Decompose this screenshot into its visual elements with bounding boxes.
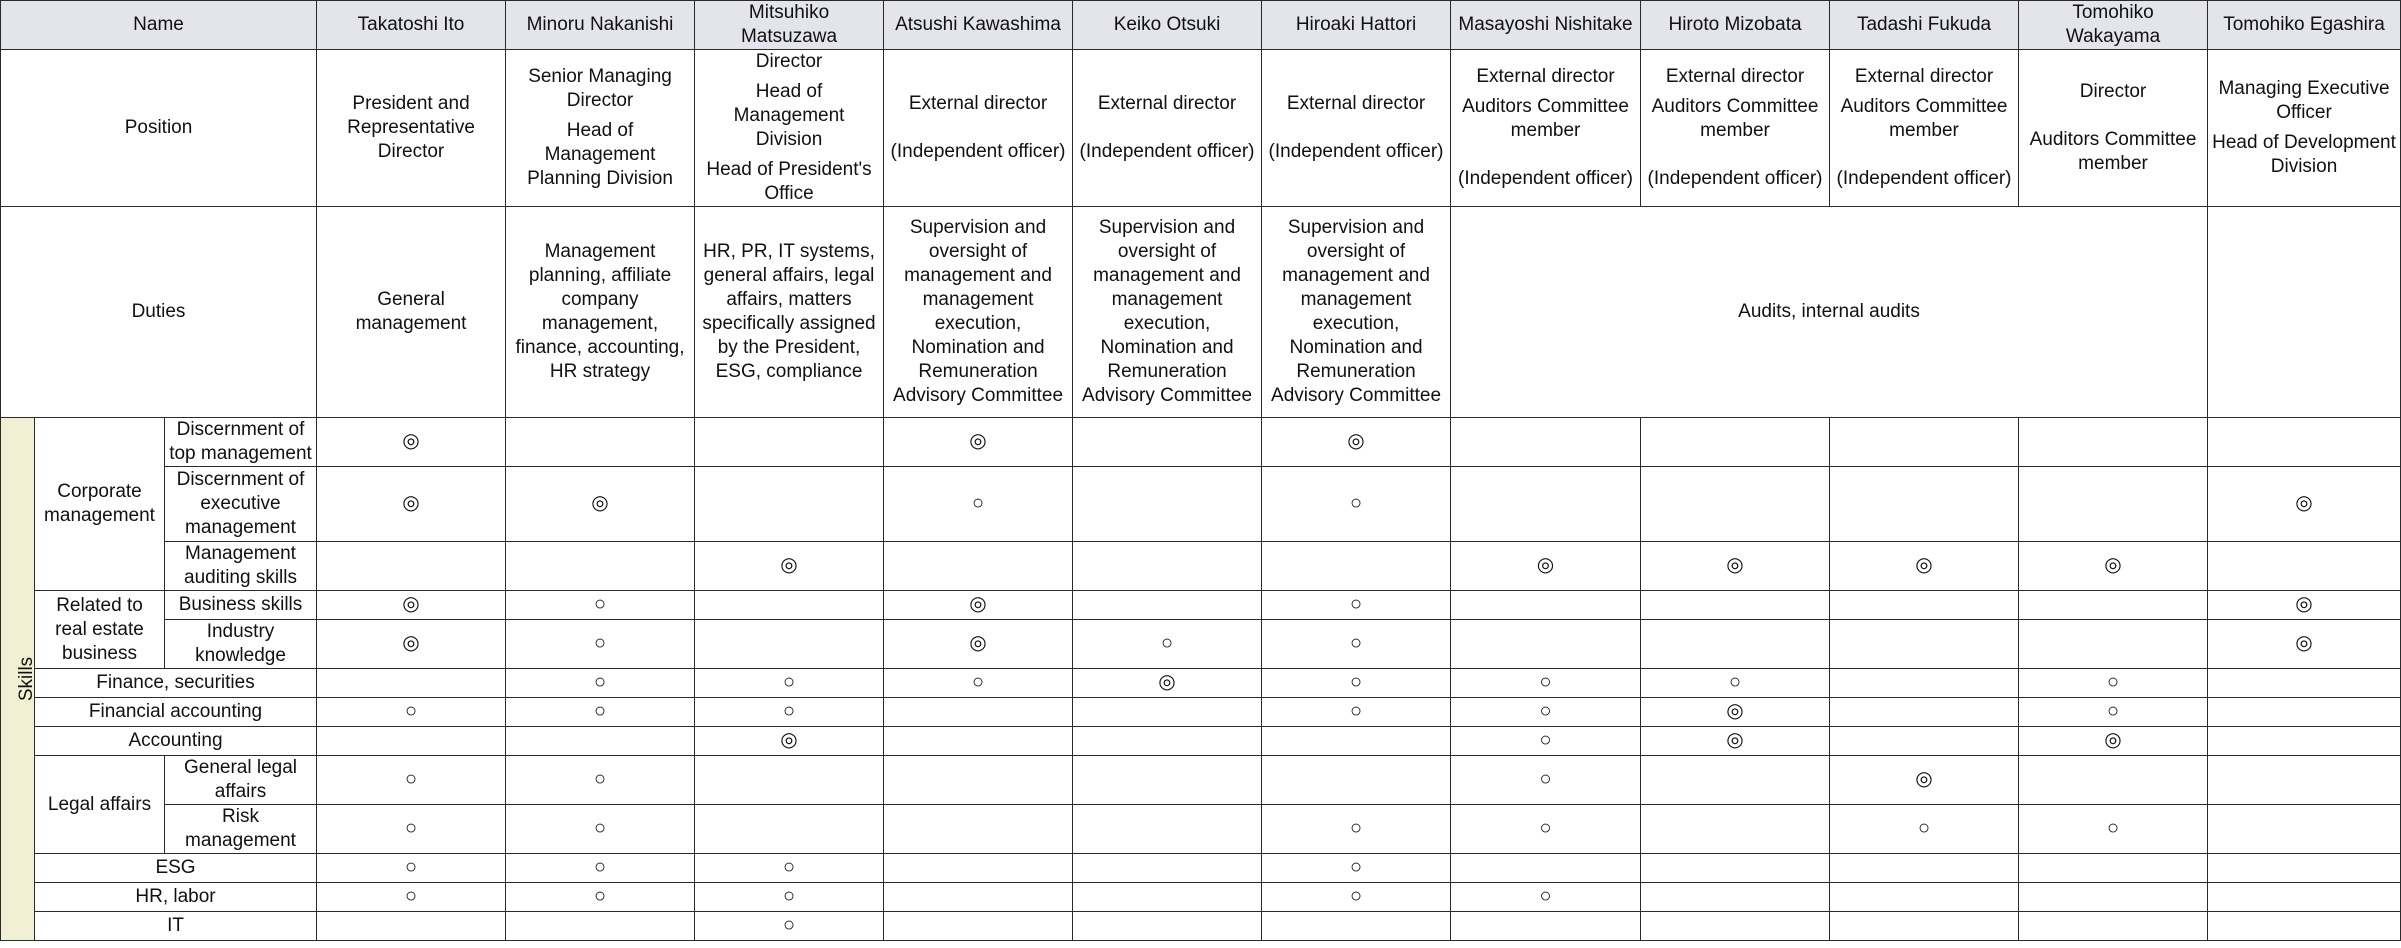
position-line: External director <box>1854 66 1994 87</box>
skill-label: General legal affairs <box>165 756 317 805</box>
skill-mark-cell <box>1451 883 1641 912</box>
skill-mark-cell <box>1641 912 1830 941</box>
position-line: Senior Managing Director <box>528 66 672 111</box>
skill-row <box>1 912 2401 941</box>
circle-mark: ○ <box>782 700 796 722</box>
skill-mark-cell <box>2019 883 2208 912</box>
skill-row <box>1 854 2401 883</box>
double-circle-mark: ◎ <box>969 593 987 615</box>
skill-mark-cell <box>1262 912 1451 941</box>
skill-mark-cell <box>1451 620 1641 669</box>
double-circle-mark: ◎ <box>591 492 609 514</box>
duties-cell <box>2208 207 2401 418</box>
duties-header: Duties <box>1 207 317 418</box>
skill-mark-cell <box>317 620 506 669</box>
double-circle-mark: ◎ <box>780 729 798 751</box>
director-name: Mitsuhiko Matsuzawa <box>695 1 884 50</box>
skill-mark-cell <box>2208 669 2401 698</box>
skill-mark-cell <box>1830 591 2019 620</box>
circle-mark: ○ <box>1349 593 1363 615</box>
skill-mark-cell <box>2019 542 2208 591</box>
skill-mark-cell <box>1641 698 1830 727</box>
circle-mark: ○ <box>1349 856 1363 878</box>
double-circle-mark: ◎ <box>969 632 987 654</box>
circle-mark: ○ <box>1349 671 1363 693</box>
skill-mark-cell <box>506 854 695 883</box>
position-line: Managing Executive Officer <box>2218 78 2390 123</box>
skill-mark-cell <box>2019 854 2208 883</box>
director-name: Hiroaki Hattori <box>1262 1 1451 50</box>
skill-mark-cell <box>317 542 506 591</box>
position-line: External director <box>1286 93 1426 114</box>
circle-mark: ○ <box>1349 885 1363 907</box>
skill-mark-cell <box>1641 591 1830 620</box>
skill-group-real-estate: Related to real estate business <box>35 591 165 669</box>
position-cell <box>1262 50 1451 207</box>
position-cell <box>1830 50 2019 207</box>
position-line: Auditors Committee member <box>2029 129 2197 174</box>
skill-mark-cell <box>1262 883 1451 912</box>
circle-mark: ○ <box>1728 671 1742 693</box>
circle-mark: ○ <box>2106 700 2120 722</box>
skill-mark-cell <box>1830 467 2019 542</box>
position-line: External director <box>1665 66 1805 87</box>
skill-mark-cell <box>695 727 884 756</box>
circle-mark: ○ <box>593 817 607 839</box>
director-name: Tomohiko Wakayama <box>2019 1 2208 50</box>
skill-mark-cell <box>317 912 506 941</box>
position-line: (Independent officer) <box>1458 168 1634 189</box>
skill-label: Finance, securities <box>35 669 317 698</box>
skill-mark-cell <box>884 669 1073 698</box>
director-name: Minoru Nakanishi <box>506 1 695 50</box>
skill-mark-cell <box>1830 912 2019 941</box>
skill-mark-cell <box>1262 698 1451 727</box>
skill-mark-cell <box>1073 591 1262 620</box>
double-circle-mark: ◎ <box>402 593 420 615</box>
duties-cell: Supervision and oversight of management and management execution, Nomination and Remuneration Advisory Committee <box>884 207 1073 418</box>
skill-mark-cell <box>2208 542 2401 591</box>
skill-mark-cell <box>2019 591 2208 620</box>
position-line: President and Representative Director <box>347 93 475 162</box>
position-header: Position <box>1 50 317 207</box>
circle-mark: ○ <box>593 885 607 907</box>
skill-mark-cell <box>1641 727 1830 756</box>
skill-mark-cell <box>1262 854 1451 883</box>
skill-mark-cell <box>506 756 695 805</box>
skill-label: Management auditing skills <box>165 542 317 591</box>
skill-mark-cell <box>506 805 695 854</box>
skill-mark-cell <box>1073 854 1262 883</box>
position-line: Auditors Committee member <box>1840 96 2008 141</box>
skill-row <box>1 620 2401 669</box>
position-cell <box>884 50 1073 207</box>
skill-mark-cell <box>2019 467 2208 542</box>
position-cell <box>1641 50 1830 207</box>
circle-mark: ○ <box>1539 768 1552 790</box>
skill-mark-cell <box>884 883 1073 912</box>
skill-label: Industry knowledge <box>165 620 317 669</box>
director-name: Tadashi Fukuda <box>1830 1 2019 50</box>
position-cell <box>1073 50 1262 207</box>
skill-mark-cell <box>2019 669 2208 698</box>
position-cell <box>2208 50 2401 207</box>
position-line: (Independent officer) <box>1836 168 2012 189</box>
skill-mark-cell <box>2019 727 2208 756</box>
skill-mark-cell <box>695 698 884 727</box>
double-circle-mark: ◎ <box>402 492 420 514</box>
position-cell <box>695 50 884 207</box>
skill-mark-cell <box>2208 418 2401 467</box>
skill-mark-cell <box>1451 418 1641 467</box>
double-circle-mark: ◎ <box>969 430 987 452</box>
circle-mark: ○ <box>593 768 607 790</box>
skill-mark-cell <box>1641 620 1830 669</box>
skill-mark-cell <box>884 698 1073 727</box>
circle-mark: ○ <box>1539 817 1552 839</box>
position-line: Head of Management Planning Division <box>527 120 673 189</box>
skill-row <box>1 467 2401 542</box>
skill-mark-cell <box>695 620 884 669</box>
position-line: Director <box>755 51 823 72</box>
skill-mark-cell <box>2019 805 2208 854</box>
director-name: Hiroto Mizobata <box>1641 1 1830 50</box>
skill-label: IT <box>35 912 317 941</box>
circle-mark: ○ <box>1539 885 1552 907</box>
name-header: Name <box>1 1 317 50</box>
skill-mark-cell <box>695 467 884 542</box>
skill-mark-cell <box>1073 756 1262 805</box>
double-circle-mark: ◎ <box>1915 768 1933 790</box>
skill-mark-cell <box>2208 854 2401 883</box>
skill-mark-cell <box>506 669 695 698</box>
skill-mark-cell <box>884 756 1073 805</box>
skill-mark-cell <box>2019 912 2208 941</box>
position-line: External director <box>1476 66 1615 87</box>
skill-mark-cell <box>884 620 1073 669</box>
skill-mark-cell <box>884 805 1073 854</box>
skill-mark-cell <box>1641 418 1830 467</box>
skill-mark-cell <box>1073 805 1262 854</box>
skill-row <box>1 669 2401 698</box>
duties-cell: HR, PR, IT systems, general affairs, legal affairs, matters specifically assigned by the President, ESG, compliance <box>695 207 884 418</box>
skill-row <box>1 591 2401 620</box>
double-circle-mark: ◎ <box>1158 671 1176 693</box>
name-row <box>1 1 2401 50</box>
skill-mark-cell <box>1073 669 1262 698</box>
skill-mark-cell <box>884 591 1073 620</box>
skill-group-legal: Legal affairs <box>35 756 165 854</box>
skill-mark-cell <box>695 756 884 805</box>
skill-mark-cell <box>1451 805 1641 854</box>
double-circle-mark: ◎ <box>1347 430 1365 452</box>
skill-mark-cell <box>1073 912 1262 941</box>
skill-row <box>1 542 2401 591</box>
skill-mark-cell <box>506 912 695 941</box>
position-line: Auditors Committee member <box>1462 96 1629 141</box>
circle-mark: ○ <box>1349 492 1363 514</box>
skill-mark-cell <box>1451 591 1641 620</box>
position-cell <box>1451 50 1641 207</box>
skill-mark-cell <box>1830 727 2019 756</box>
skill-mark-cell <box>317 698 506 727</box>
skill-mark-cell <box>2019 698 2208 727</box>
skill-mark-cell <box>2019 620 2208 669</box>
circle-mark: ○ <box>593 856 607 878</box>
skill-mark-cell <box>1451 854 1641 883</box>
skill-mark-cell <box>1073 542 1262 591</box>
skill-mark-cell <box>695 883 884 912</box>
skill-mark-cell <box>1641 542 1830 591</box>
director-name: Tomohiko Egashira <box>2208 1 2401 50</box>
double-circle-mark: ◎ <box>1536 554 1555 576</box>
double-circle-mark: ◎ <box>2104 729 2122 751</box>
skill-mark-cell <box>1262 591 1451 620</box>
position-line: Head of President's Office <box>706 159 872 204</box>
skill-mark-cell <box>2208 620 2401 669</box>
skill-mark-cell <box>695 805 884 854</box>
skill-mark-cell <box>2208 805 2401 854</box>
director-name: Masayoshi Nishitake <box>1451 1 1641 50</box>
skill-mark-cell <box>1830 669 2019 698</box>
skill-mark-cell <box>317 756 506 805</box>
skill-row <box>1 418 2401 467</box>
double-circle-mark: ◎ <box>1726 729 1744 751</box>
circle-mark: ○ <box>1349 817 1363 839</box>
skill-mark-cell <box>1830 805 2019 854</box>
skill-mark-cell <box>884 542 1073 591</box>
skill-mark-cell <box>2208 883 2401 912</box>
skill-mark-cell <box>1830 418 2019 467</box>
skill-mark-cell <box>2019 756 2208 805</box>
skill-mark-cell <box>1262 418 1451 467</box>
skill-label: Financial accounting <box>35 698 317 727</box>
circle-mark: ○ <box>593 593 607 615</box>
skill-mark-cell <box>1451 467 1641 542</box>
skill-mark-cell <box>1830 542 2019 591</box>
skill-group-corporate: Corporate management <box>35 418 165 591</box>
duties-cell: Management planning, affiliate company management, finance, accounting, HR strategy <box>506 207 695 418</box>
skill-mark-cell <box>1830 756 2019 805</box>
circle-mark: ○ <box>404 856 418 878</box>
circle-mark: ○ <box>593 632 607 654</box>
skill-mark-cell <box>1830 854 2019 883</box>
skills-category: Skills <box>1 418 35 941</box>
skill-mark-cell <box>506 542 695 591</box>
skill-mark-cell <box>1262 805 1451 854</box>
skill-mark-cell <box>1262 467 1451 542</box>
circle-mark: ○ <box>2106 817 2120 839</box>
circle-mark: ○ <box>1349 632 1363 654</box>
skill-mark-cell <box>1073 620 1262 669</box>
position-line: Head of Development Division <box>2212 132 2396 177</box>
circle-mark: ○ <box>404 768 418 790</box>
double-circle-mark: ◎ <box>1726 554 1744 576</box>
skill-mark-cell <box>2019 418 2208 467</box>
skill-mark-cell <box>317 805 506 854</box>
circle-mark: ○ <box>971 492 985 514</box>
circle-mark: ○ <box>1539 729 1552 751</box>
circle-mark: ○ <box>1539 700 1552 722</box>
skill-mark-cell <box>1262 727 1451 756</box>
skill-mark-cell <box>884 418 1073 467</box>
double-circle-mark: ◎ <box>780 554 798 576</box>
skill-mark-cell <box>884 854 1073 883</box>
skill-mark-cell <box>1262 669 1451 698</box>
position-cell <box>506 50 695 207</box>
circle-mark: ○ <box>782 914 796 936</box>
director-name: Atsushi Kawashima <box>884 1 1073 50</box>
skill-label: Discernment of top management <box>165 418 317 467</box>
skill-mark-cell <box>1451 698 1641 727</box>
skill-label: Discernment of executive management <box>165 467 317 542</box>
skill-mark-cell <box>1451 669 1641 698</box>
skill-mark-cell <box>317 418 506 467</box>
skill-mark-cell <box>506 727 695 756</box>
circle-mark: ○ <box>1160 632 1174 654</box>
skill-mark-cell <box>2208 591 2401 620</box>
skill-mark-cell <box>1073 467 1262 542</box>
skill-mark-cell <box>695 418 884 467</box>
skill-label: ESG <box>35 854 317 883</box>
skill-mark-cell <box>317 854 506 883</box>
skill-mark-cell <box>695 854 884 883</box>
double-circle-mark: ◎ <box>2295 492 2313 514</box>
skill-mark-cell <box>884 727 1073 756</box>
skill-mark-cell <box>1451 542 1641 591</box>
skill-label: Accounting <box>35 727 317 756</box>
skill-mark-cell <box>695 591 884 620</box>
circle-mark: ○ <box>1349 700 1363 722</box>
double-circle-mark: ◎ <box>2104 554 2122 576</box>
position-cell <box>2019 50 2208 207</box>
director-name: Takatoshi Ito <box>317 1 506 50</box>
skill-mark-cell <box>884 467 1073 542</box>
skill-mark-cell <box>1641 854 1830 883</box>
skill-mark-cell <box>506 620 695 669</box>
skill-mark-cell <box>317 467 506 542</box>
skill-mark-cell <box>1830 698 2019 727</box>
skill-mark-cell <box>1641 669 1830 698</box>
double-circle-mark: ◎ <box>1726 700 1744 722</box>
director-name: Keiko Otsuki <box>1073 1 1262 50</box>
circle-mark: ○ <box>404 817 418 839</box>
skill-mark-cell <box>2208 727 2401 756</box>
skill-mark-cell <box>695 669 884 698</box>
position-line: External director <box>908 93 1048 114</box>
circle-mark: ○ <box>782 885 796 907</box>
skill-mark-cell <box>317 591 506 620</box>
position-line: (Independent officer) <box>1268 141 1444 162</box>
double-circle-mark: ◎ <box>2295 593 2313 615</box>
circle-mark: ○ <box>2106 671 2120 693</box>
skill-mark-cell <box>1451 727 1641 756</box>
skill-mark-cell <box>1073 883 1262 912</box>
skill-mark-cell <box>695 542 884 591</box>
circle-mark: ○ <box>1917 817 1931 839</box>
skill-mark-cell <box>506 467 695 542</box>
circle-mark: ○ <box>971 671 985 693</box>
position-cell <box>317 50 506 207</box>
skill-mark-cell <box>317 883 506 912</box>
skill-mark-cell <box>1830 620 2019 669</box>
skill-mark-cell <box>2208 467 2401 542</box>
skill-mark-cell <box>1262 756 1451 805</box>
circle-mark: ○ <box>593 671 607 693</box>
duties-cell: Supervision and oversight of management and management execution, Nomination and Remuneration Advisory Committee <box>1262 207 1451 418</box>
skill-row <box>1 805 2401 854</box>
circle-mark: ○ <box>782 856 796 878</box>
position-line: Head of Management Division <box>733 81 845 150</box>
double-circle-mark: ◎ <box>402 430 420 452</box>
skill-mark-cell <box>1073 698 1262 727</box>
skill-row <box>1 883 2401 912</box>
skill-label: Business skills <box>165 591 317 620</box>
skill-row <box>1 727 2401 756</box>
skill-mark-cell <box>1641 805 1830 854</box>
skill-mark-cell <box>1451 912 1641 941</box>
double-circle-mark: ◎ <box>2295 632 2313 654</box>
skill-mark-cell <box>1262 542 1451 591</box>
skill-mark-cell <box>884 912 1073 941</box>
circle-mark: ○ <box>404 885 418 907</box>
position-line: (Independent officer) <box>1079 141 1255 162</box>
skill-mark-cell <box>2208 756 2401 805</box>
position-line: (Independent officer) <box>1647 168 1823 189</box>
skill-mark-cell <box>506 883 695 912</box>
duties-row <box>1 207 2401 418</box>
skill-mark-cell <box>506 591 695 620</box>
duties-audit-span: Audits, internal audits <box>1451 207 2208 418</box>
skill-mark-cell <box>1641 756 1830 805</box>
duties-cell: Supervision and oversight of management and management execution, Nomination and Remuneration Advisory Committee <box>1073 207 1262 418</box>
skill-mark-cell <box>1641 883 1830 912</box>
skill-row <box>1 698 2401 727</box>
skill-mark-cell <box>695 912 884 941</box>
double-circle-mark: ◎ <box>402 632 420 654</box>
skill-mark-cell <box>1073 727 1262 756</box>
skill-mark-cell <box>1073 418 1262 467</box>
double-circle-mark: ◎ <box>1915 554 1933 576</box>
skill-label: Risk management <box>165 805 317 854</box>
circle-mark: ○ <box>1539 671 1552 693</box>
skill-label: HR, labor <box>35 883 317 912</box>
position-line: Auditors Committee member <box>1651 96 1819 141</box>
skill-mark-cell <box>506 418 695 467</box>
skill-mark-cell <box>1451 756 1641 805</box>
skill-mark-cell <box>2208 698 2401 727</box>
position-row <box>1 50 2401 207</box>
duties-cell: General management <box>317 207 506 418</box>
skill-mark-cell <box>1641 467 1830 542</box>
position-line: External director <box>1097 93 1237 114</box>
circle-mark: ○ <box>593 700 607 722</box>
skill-mark-cell <box>317 669 506 698</box>
skill-mark-cell <box>2208 912 2401 941</box>
skill-mark-cell <box>506 698 695 727</box>
position-line: Director <box>2079 81 2147 102</box>
position-line: (Independent officer) <box>890 141 1066 162</box>
skill-mark-cell <box>317 727 506 756</box>
skill-mark-cell <box>1262 620 1451 669</box>
circle-mark: ○ <box>782 671 796 693</box>
skill-row <box>1 756 2401 805</box>
skill-mark-cell <box>1830 883 2019 912</box>
circle-mark: ○ <box>404 700 418 722</box>
